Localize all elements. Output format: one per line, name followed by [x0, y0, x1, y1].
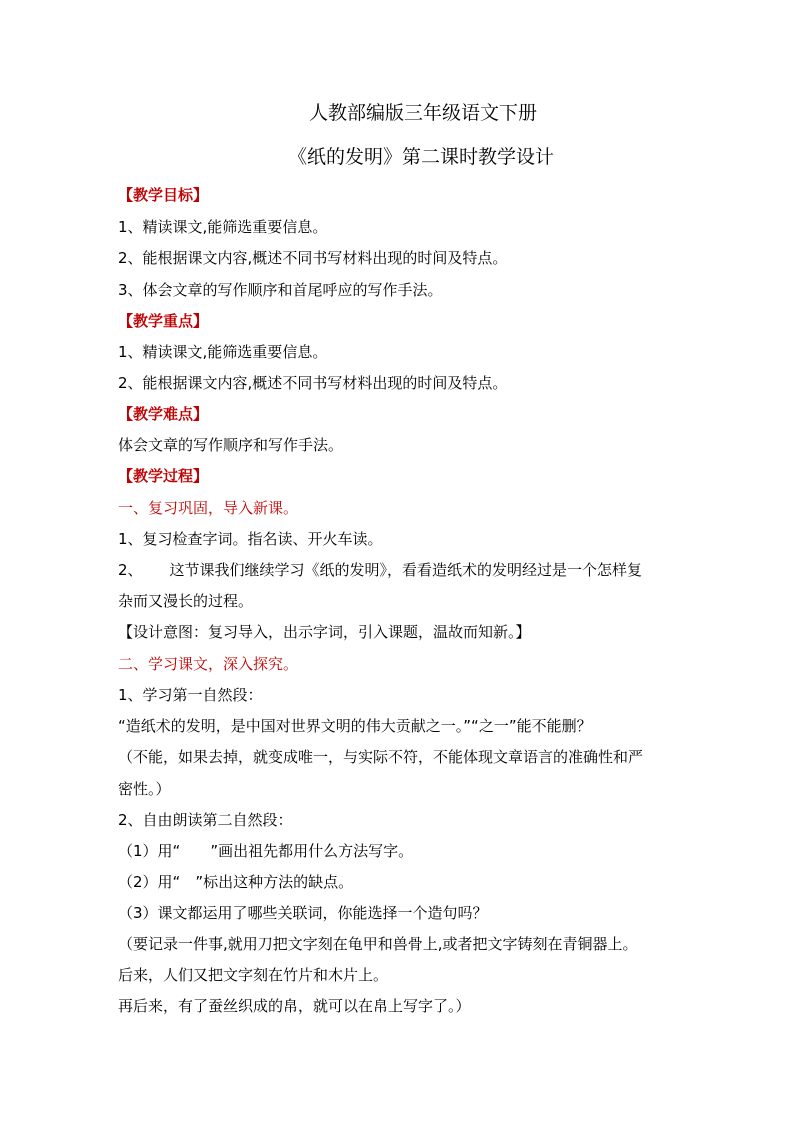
document-title-line1: 人教部编版三年级语文下册 [308, 102, 537, 124]
section1-item-2-number: 2、 [118, 561, 143, 579]
section2-answer2-line-2: 后来，人们又把文字刻在竹片和木片上。 [118, 966, 389, 984]
section2-answer2-line-3: 再后来，有了蚕丝织成的帛，就可以在帛上写字了。） [118, 997, 471, 1015]
section2-quote: “造纸术的发明，是中国对世界文明的伟大贡献之一。”“之一”能不能删？ [118, 717, 592, 735]
section2-answer-line-1: （不能，如果去掉，就变成唯一，与实际不符，不能体现文章语言的准确性和严 [118, 748, 644, 766]
document-title-line2: 《纸的发明》第二课时教学设计 [287, 146, 554, 168]
section1-design-intent: 【设计意图：复习导入，出示字词，引入课题，温故而知新。】 [118, 623, 531, 641]
difficulties-heading: 【教学难点】 [118, 405, 209, 423]
difficulties-text: 体会文章的写作顺序和写作手法。 [118, 436, 344, 454]
section2-item-2: 2、自由朗读第二自然段： [118, 811, 293, 829]
section2-item-1: 1、学习第一自然段： [118, 686, 263, 704]
section2-sub-3: （3）课文都运用了哪些关联词，你能选择一个造句吗？ [118, 904, 488, 922]
key-points-heading: 【教学重点】 [118, 312, 209, 330]
section2-sub-1: （1）用“ ”画出祖先都用什么方法写字。 [118, 842, 414, 860]
section1-item-2 [118, 560, 642, 580]
section2-title: 二、学习课文，深入探究。 [118, 655, 299, 673]
key-point-item-2: 2、能根据课文内容,概述不同书写材料出现的时间及特点。 [118, 374, 508, 392]
process-heading: 【教学过程】 [118, 467, 209, 485]
objective-item-1: 1、精读课文,能筛选重要信息。 [118, 218, 328, 236]
objectives-heading: 【教学目标】 [118, 186, 209, 204]
section1-item-1: 1、复习检查字词。指名读、开火车读。 [118, 530, 383, 548]
key-point-item-1: 1、精读课文,能筛选重要信息。 [118, 343, 328, 361]
section2-sub-2: （2）用“ ”标出这种方法的缺点。 [118, 873, 354, 891]
section1-title: 一、复习巩固，导入新课。 [118, 499, 299, 517]
section2-answer2-line-1: （要记录一件事,就用刀把文字刻在龟甲和兽骨上,或者把文字铸刻在青铜器上。 [118, 935, 638, 953]
section2-answer-line-2: 密性。） [118, 780, 171, 798]
section1-item-2-continued: 杂而又漫长的过程。 [118, 592, 254, 610]
objective-item-3: 3、体会文章的写作顺序和首尾呼应的写作手法。 [118, 281, 443, 299]
objective-item-2: 2、能根据课文内容,概述不同书写材料出现的时间及特点。 [118, 249, 508, 267]
section1-item-2-text: 这节课我们继续学习《纸的发明》，看看造纸术的发明经过是一个怎样复 [169, 561, 643, 579]
